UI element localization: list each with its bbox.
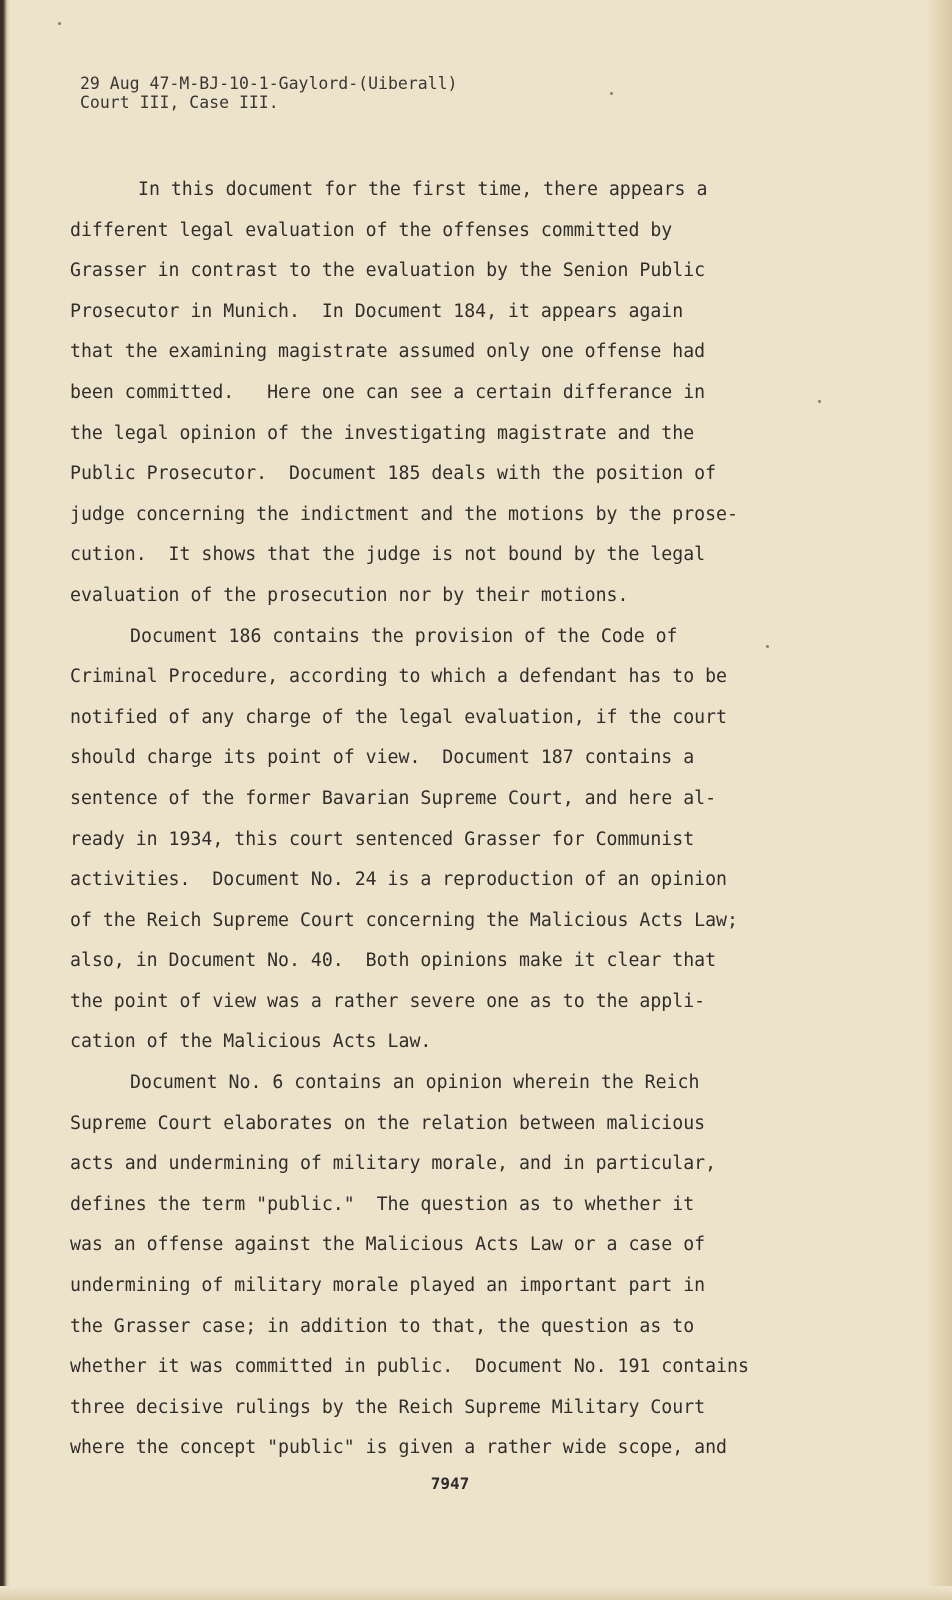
text-line: that the examining magistrate assumed only one offense had xyxy=(70,341,706,363)
text-line: Criminal Procedure, according to which a defendant has to be xyxy=(70,666,727,688)
text-line: should charge its point of view. Document 187 contains a xyxy=(70,747,695,769)
paper-speck xyxy=(58,22,61,25)
page-bottom-edge xyxy=(0,1586,952,1600)
text-line: the legal opinion of the investigating magistrate and the xyxy=(70,422,695,444)
document-body xyxy=(70,170,840,1469)
text-line: Document 186 contains the provision of the Code of xyxy=(130,625,678,647)
text-line: of the Reich Supreme Court concerning the Malicious Acts Law; xyxy=(70,909,738,931)
text-line: cation of the Malicious Acts Law. xyxy=(70,1031,432,1053)
text-line: also, in Document No. 40. Both opinions make it clear that xyxy=(70,950,717,972)
header-reference-line: 29 Aug 47-M-BJ-10-1-Gaylord-(Uiberall) xyxy=(80,74,458,93)
text-line: Public Prosecutor. Document 185 deals with the position of xyxy=(70,463,717,485)
text-line: three decisive rulings by the Reich Supreme Military Court xyxy=(70,1396,706,1418)
text-line: Grasser in contrast to the evaluation by the Senion Public xyxy=(70,260,706,282)
text-line: acts and undermining of military morale, and in particular, xyxy=(70,1153,717,1175)
text-line: activities. Document No. 24 is a reproduction of an opinion xyxy=(70,869,727,891)
text-line: cution. It shows that the judge is not bound by the legal xyxy=(70,544,706,566)
paper-speck xyxy=(610,92,613,95)
text-line: defines the term "public." The question as to whether it xyxy=(70,1193,695,1215)
text-line: judge concerning the indictment and the motions by the prose- xyxy=(70,503,738,525)
text-line: ready in 1934, this court sentenced Grasser for Communist xyxy=(70,828,695,850)
paragraph-1 xyxy=(70,170,840,617)
text-line: Document No. 6 contains an opinion wherein the Reich xyxy=(130,1072,700,1094)
page-right-edge xyxy=(926,0,952,1600)
paper-speck xyxy=(766,645,769,648)
text-line: undermining of military morale played an important part in xyxy=(70,1275,706,1297)
text-line: In this document for the first time, there appears a xyxy=(138,179,708,200)
page-left-edge xyxy=(0,0,10,1600)
text-line: Supreme Court elaborates on the relation between malicious xyxy=(70,1112,706,1134)
text-line: different legal evaluation of the offenses committed by xyxy=(70,219,673,241)
text-line: whether it was committed in public. Document No. 191 contains xyxy=(70,1356,749,1378)
text-line: was an offense against the Malicious Acts Law or a case of xyxy=(70,1234,706,1256)
text-line: sentence of the former Bavarian Supreme Court, and here al- xyxy=(70,787,717,809)
paper-speck xyxy=(818,400,821,403)
text-line: Prosecutor in Munich. In Document 184, it appears again xyxy=(70,300,684,322)
header-court-line: Court III, Case III. xyxy=(80,93,279,112)
text-line: the Grasser case; in addition to that, the question as to xyxy=(70,1315,695,1337)
text-line: been committed. Here one can see a certain differance in xyxy=(70,381,706,403)
document-header xyxy=(80,74,458,112)
text-line: where the concept "public" is given a rather wide scope, and xyxy=(70,1437,727,1459)
paragraph-2 xyxy=(70,617,840,1064)
paragraph-3 xyxy=(70,1063,840,1469)
text-line: notified of any charge of the legal evaluation, if the court xyxy=(70,706,727,728)
page-number: 7947 xyxy=(430,1474,470,1493)
text-line: evaluation of the prosecution nor by their motions. xyxy=(70,584,629,606)
text-line: the point of view was a rather severe one as to the appli- xyxy=(70,990,706,1012)
